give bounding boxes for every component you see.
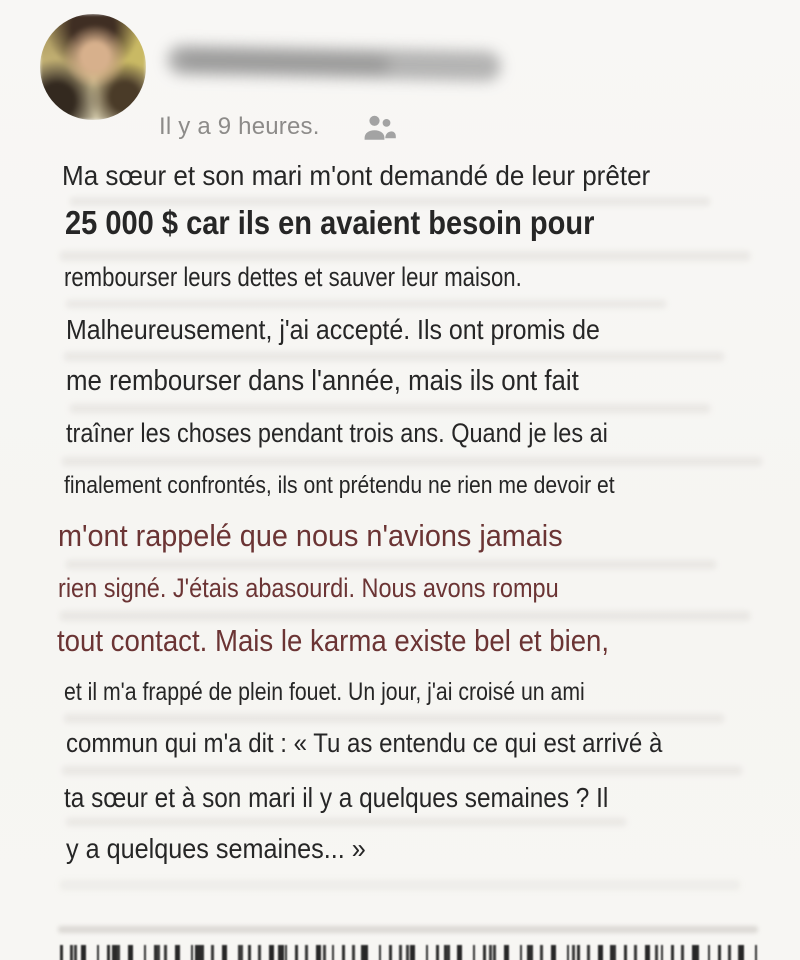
ghost-text-artifact [58, 926, 758, 933]
post-text-line: m'ont rappelé que nous n'avions jamais [58, 518, 563, 553]
ghost-text-artifact [64, 352, 724, 361]
avatar-photo [40, 14, 146, 120]
post-text-line: rembourser leurs dettes et sauver leur maison. [64, 262, 522, 292]
ghost-text-artifact [70, 197, 710, 206]
post-text-line: et il m'a frappé de plein fouet. Un jour, j'ai croisé un ami [64, 678, 585, 706]
ghost-text-artifact [64, 714, 724, 723]
ghost-text-artifact [60, 611, 750, 621]
post-timestamp[interactable]: Il y a 9 heures. [159, 113, 320, 140]
ghost-text-artifact [62, 766, 742, 775]
post-text-line: rien signé. J'étais abasourdi. Nous avons rompu [58, 573, 559, 603]
ghost-text-artifact [66, 818, 626, 826]
ghost-text-artifact [66, 300, 666, 308]
username-blurred[interactable] [167, 45, 502, 82]
post-text-line: Malheureusement, j'ai accepté. Ils ont promis de [66, 314, 600, 345]
ghost-text-artifact [60, 251, 750, 261]
post-text-line: y a quelques semaines... » [66, 833, 366, 864]
post-text-line: finalement confrontés, ils ont prétendu ne rien me devoir et [64, 472, 615, 499]
post-text-line: ta sœur et à son mari il y a quelques semaines ? Il [64, 782, 609, 813]
post-text-line: 25 000 $ car ils en avaient besoin pour [65, 204, 595, 241]
friends-icon [361, 112, 397, 144]
avatar[interactable] [40, 14, 146, 120]
post-text-line: commun qui m'a dit : « Tu as entendu ce qui est arrivé à [66, 728, 663, 758]
post-text-line: tout contact. Mais le karma existe bel et bien, [57, 623, 610, 658]
ghost-text-artifact [60, 880, 740, 890]
cutoff-text-strip [60, 945, 760, 960]
ghost-text-artifact [62, 457, 762, 466]
post-text-line: traîner les choses pendant trois ans. Quand je les ai [66, 418, 608, 448]
ghost-text-artifact [70, 404, 710, 413]
post-text-line: Ma sœur et son mari m'ont demandé de leur prêter [62, 160, 651, 191]
post-text-line: me rembourser dans l'année, mais ils ont fait [66, 365, 579, 397]
ghost-text-artifact [66, 560, 716, 569]
